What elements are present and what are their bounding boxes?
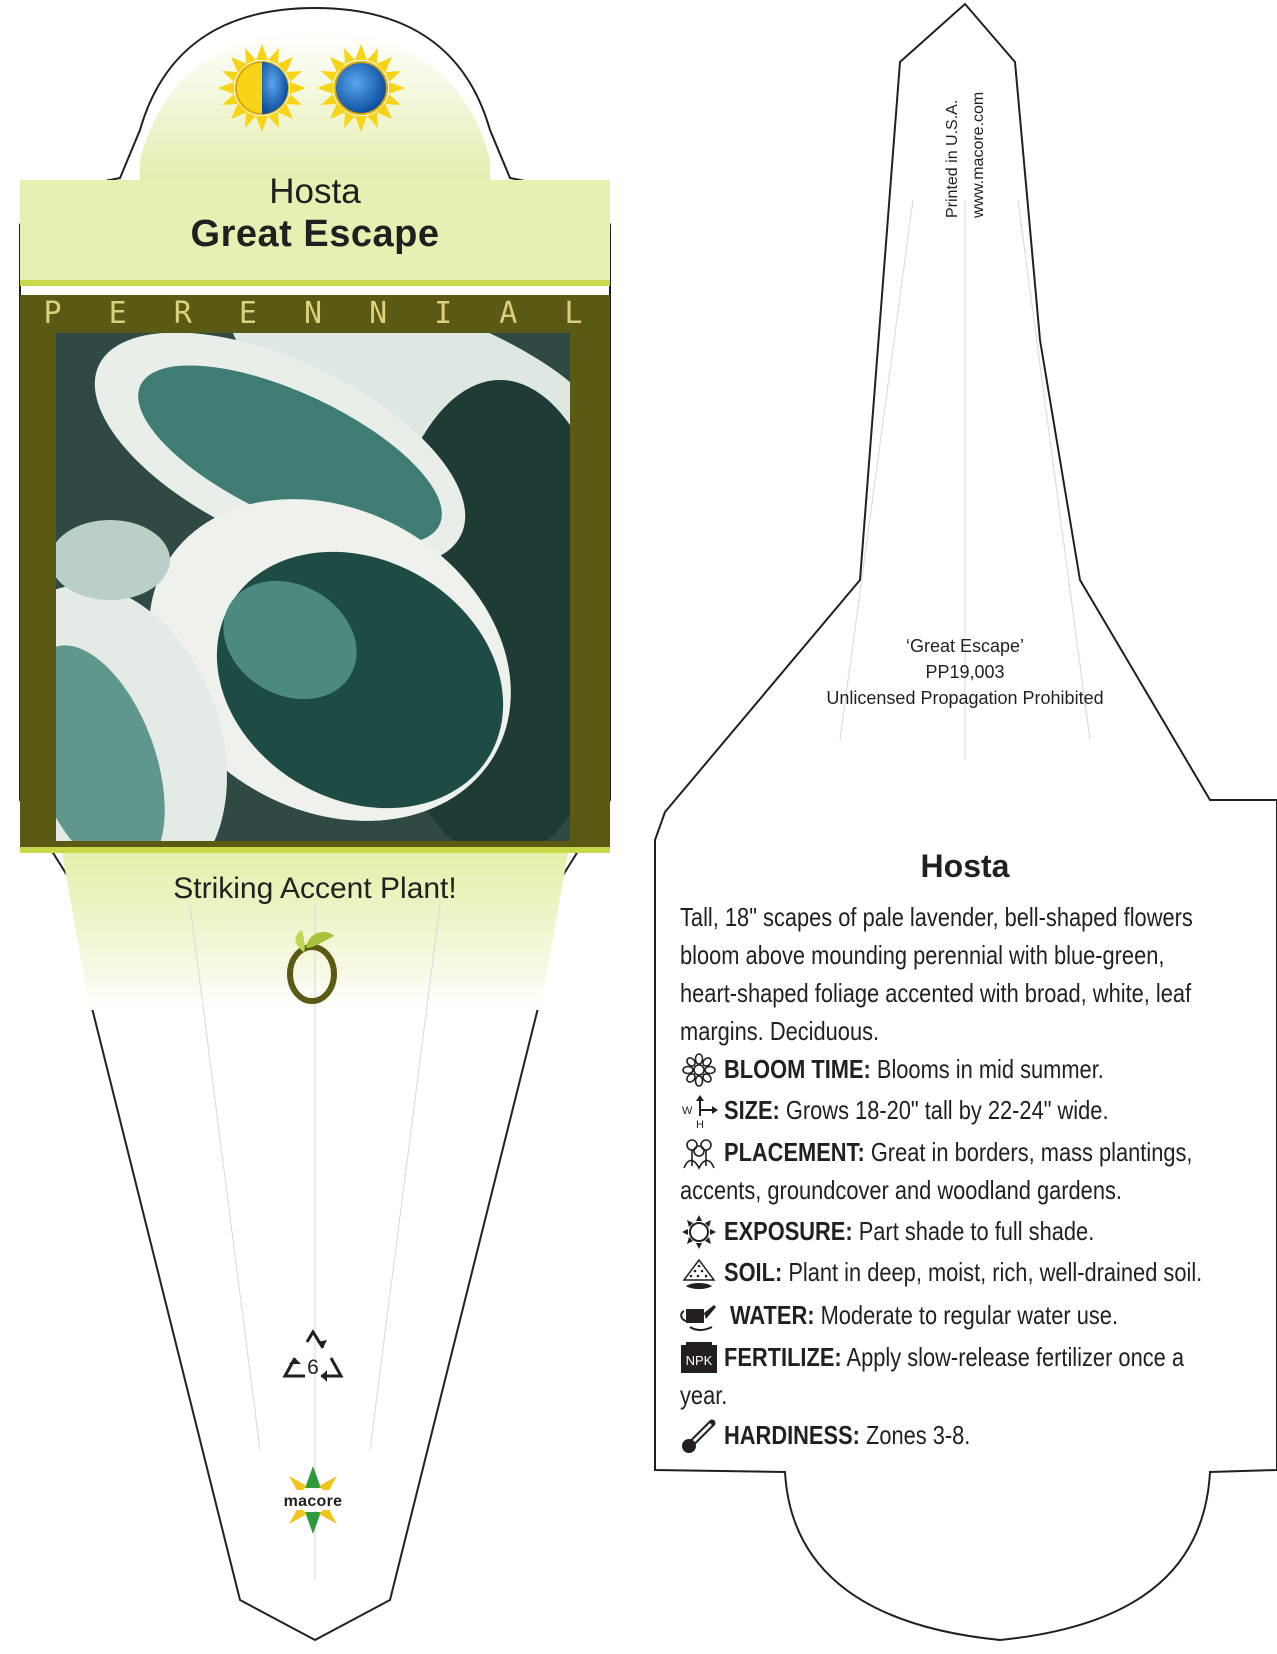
category-letter: N: [369, 296, 388, 331]
attribute-label: WATER:: [730, 1300, 815, 1330]
sun-full-shade-icon: [317, 44, 405, 132]
printed-info: [940, 48, 1010, 218]
attribute-label: SIZE:: [724, 1095, 780, 1125]
attribute-label: PLACEMENT:: [724, 1137, 865, 1167]
recycle-number: 6: [307, 1356, 319, 1379]
patent-number: PP19,003: [925, 662, 1005, 682]
size-w-letter: W: [682, 1105, 693, 1117]
description-line: heart-shaped foliage accented with broad, white, leaf: [680, 978, 1192, 1008]
sun-exposure-icon: [680, 1215, 718, 1249]
attribute-label: EXPOSURE:: [724, 1216, 853, 1246]
attribute-text: Apply slow-release fertilizer once a: [841, 1342, 1185, 1372]
category-letter: N: [303, 296, 323, 331]
attribute-text: Part shade to full shade.: [852, 1216, 1095, 1246]
back-title: Hosta: [920, 848, 1010, 884]
category-letter: R: [173, 296, 192, 331]
attribute-label: HARDINESS:: [724, 1420, 860, 1450]
propagation-notice: Unlicensed Propagation Prohibited: [826, 688, 1104, 708]
attribute-label: FERTILIZE:: [724, 1342, 842, 1372]
category-letter: I: [434, 296, 453, 331]
plant-description: [680, 898, 1277, 1050]
tagline: Striking Accent Plant!: [173, 872, 457, 905]
category-letter: L: [564, 296, 583, 331]
plant-photo: [0, 246, 632, 928]
attribute-label: BLOOM TIME:: [724, 1054, 871, 1084]
size-wh-icon: [680, 1094, 718, 1128]
category-letter: E: [108, 296, 127, 331]
category-letter: E: [238, 296, 257, 331]
category-letter: P: [43, 296, 62, 331]
size-h-letter: H: [696, 1119, 704, 1128]
website-url: www.macore.com: [970, 91, 987, 218]
legal-notice: [760, 633, 1170, 711]
brand-name: macore: [283, 1493, 343, 1510]
category-banner: [20, 296, 606, 331]
npk-label: NPK: [685, 1353, 713, 1368]
description-line: margins. Deciduous.: [680, 1016, 880, 1046]
attribute-text-continued: accents, groundcover and woodland gardens.: [680, 1175, 1122, 1205]
attribute-label: SOIL:: [724, 1257, 783, 1287]
attribute-text: Blooms in mid summer.: [870, 1054, 1104, 1084]
back-tag: [655, 4, 1277, 1640]
attribute-text-continued: year.: [680, 1380, 728, 1410]
cultivar-name: Great Escape: [190, 213, 440, 255]
attribute-text: Zones 3-8.: [859, 1420, 971, 1450]
watering-can-icon: [680, 1299, 718, 1333]
legal-variety-name: ‘Great Escape’: [905, 636, 1025, 656]
category-letter: A: [499, 296, 518, 331]
attribute-text: Plant in deep, moist, rich, well-drained soil.: [782, 1257, 1203, 1287]
printed-location: Printed in U.S.A.: [944, 99, 961, 218]
npk-fertilizer-icon: [680, 1341, 718, 1375]
attribute-text: Moderate to regular water use.: [814, 1300, 1119, 1330]
genus-name: Hosta: [269, 172, 361, 211]
flower-icon: [680, 1053, 718, 1087]
soil-icon: [680, 1256, 718, 1290]
thermometer-icon: [680, 1419, 718, 1453]
description-line: bloom above mounding perennial with blue-green,: [680, 940, 1165, 970]
attribute-text: Great in borders, mass plantings,: [864, 1137, 1193, 1167]
attribute-text: Grows 18-20" tall by 22-24" wide.: [779, 1095, 1109, 1125]
description-line: Tall, 18" scapes of pale lavender, bell-shaped flowers: [680, 902, 1193, 932]
placement-plants-icon: [680, 1136, 718, 1170]
sun-part-shade-icon: [218, 44, 306, 132]
